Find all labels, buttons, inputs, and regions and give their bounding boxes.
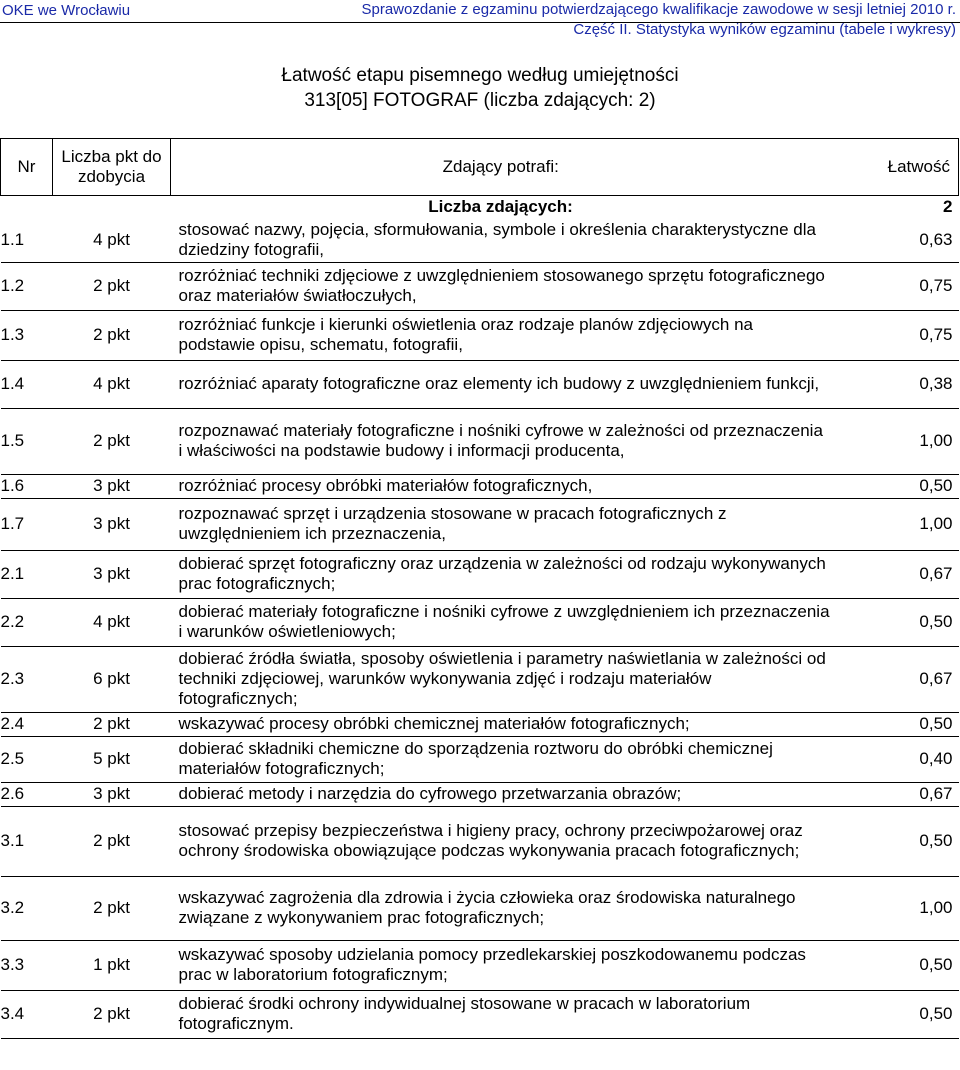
row-points: 5 pkt [93, 749, 130, 768]
table-row [1, 646, 959, 712]
row-points: 2 pkt [93, 431, 130, 450]
row-skill-description: wskazywać sposoby udzielania pomocy przedlekarskiej poszkodowanemu podczas prac w laboratorium fotograficznym; [178, 945, 806, 984]
row-skill-description: wskazywać procesy obróbki chemicznej materiałów fotograficznych; [178, 714, 690, 733]
row-skill-description: rozróżniać aparaty fotograficzne oraz elementy ich budowy z uwzględnieniem funkcji, [178, 374, 820, 393]
row-skill-description: dobierać metody i narzędzia do cyfrowego przetwarzania obrazów; [178, 784, 682, 803]
column-header-ease: Łatwość [831, 139, 959, 196]
row-ease-value: 0,75 [919, 325, 953, 344]
row-points: 2 pkt [93, 898, 130, 917]
row-number: 2.2 [0, 612, 25, 631]
table-row [1, 262, 959, 310]
column-header-nr: Nr [1, 139, 53, 196]
table-row [1, 876, 959, 940]
header-divider [0, 22, 960, 23]
row-ease-value: 0,50 [919, 714, 953, 733]
skills-table [0, 138, 959, 1039]
row-skill-description: rozróżniać techniki zdjęciowe z uwzględnieniem stosowanego sprzętu fotograficznego oraz materiałów światłoczułych, [178, 266, 825, 305]
row-points: 3 pkt [93, 784, 130, 803]
row-ease-value: 0,67 [919, 669, 953, 688]
row-skill-description: dobierać środki ochrony indywidualnej stosowane w pracach w laboratorium fotograficznym. [178, 994, 751, 1033]
row-number: 2.3 [0, 669, 25, 688]
header-report-info [362, 0, 957, 40]
table-row [1, 498, 959, 550]
candidate-count-value: 2 [943, 197, 953, 216]
table-body [1, 196, 959, 1039]
row-number: 3.4 [0, 1004, 25, 1023]
row-points: 2 pkt [93, 325, 130, 344]
table-row [1, 408, 959, 474]
row-skill-description: wskazywać zagrożenia dla zdrowia i życia człowieka oraz środowiska naturalnego związane z wykonywaniem prac fotograficznych; [178, 888, 796, 927]
table-header-row [1, 139, 959, 196]
row-number: 1.6 [0, 476, 25, 495]
row-points: 4 pkt [93, 229, 130, 249]
candidate-count-row [1, 196, 959, 219]
row-points: 2 pkt [93, 831, 130, 850]
row-ease-value: 0,50 [919, 831, 953, 850]
candidate-count-label: Liczba zdających: [428, 197, 573, 216]
row-number: 1.1 [0, 229, 25, 249]
row-number: 1.4 [0, 374, 25, 393]
row-number: 2.6 [0, 784, 25, 803]
row-number: 1.5 [0, 431, 25, 450]
row-points: 3 pkt [93, 564, 130, 583]
row-number: 2.5 [0, 749, 25, 768]
row-skill-description: dobierać materiały fotograficzne i nośniki cyfrowe z uwzględnieniem ich przeznaczenia i warunków oświetleniowych; [178, 602, 830, 641]
row-ease-value: 0,50 [919, 476, 953, 495]
row-points: 2 pkt [93, 1004, 130, 1023]
row-ease-value: 0,50 [919, 1004, 953, 1023]
row-skill-description: rozpoznawać materiały fotograficzne i nośniki cyfrowe w zależności od przeznaczenia i właściwości na podstawie budowy i informacji producenta, [178, 421, 823, 460]
row-points: 3 pkt [93, 514, 130, 533]
table-row [1, 806, 959, 876]
row-ease-value: 0,50 [919, 612, 953, 631]
row-number: 1.2 [0, 276, 25, 295]
row-number: 2.4 [0, 714, 25, 733]
page-subtitle: 313[05] FOTOGRAF (liczba zdających: 2) [304, 90, 656, 111]
row-ease-value: 0,67 [919, 564, 953, 583]
row-ease-value: 1,00 [919, 898, 953, 917]
table-row [1, 990, 959, 1038]
row-ease-value: 0,75 [919, 276, 953, 295]
row-points: 4 pkt [93, 612, 130, 631]
row-points: 4 pkt [93, 374, 130, 393]
row-number: 3.2 [0, 898, 25, 917]
row-skill-description: rozróżniać procesy obróbki materiałów fotograficznych, [178, 476, 593, 495]
table-row [1, 782, 959, 806]
table-row [1, 940, 959, 990]
row-number: 3.1 [0, 831, 25, 850]
row-points: 2 pkt [93, 276, 130, 295]
table-row [1, 736, 959, 782]
row-number: 1.3 [0, 325, 25, 344]
table-row [1, 550, 959, 598]
table-row [1, 218, 959, 262]
table-row [1, 360, 959, 408]
row-ease-value: 0,67 [919, 784, 953, 803]
header-institution: OKE we Wrocławiu [2, 2, 131, 19]
header-report-title: Sprawozdanie z egzaminu potwierdzającego kwalifikacje zawodowe w sesji letniej 2010 r. [361, 1, 956, 18]
row-skill-description: rozpoznawać sprzęt i urządzenia stosowane w pracach fotograficznych z uwzględnieniem ich przeznaczenia, [178, 504, 727, 543]
row-number: 2.1 [0, 564, 25, 583]
row-ease-value: 0,63 [919, 229, 953, 249]
row-ease-value: 0,40 [919, 749, 953, 768]
row-skill-description: dobierać sprzęt fotograficzny oraz urządzenia w zależności od rodzaju wykonywanych prac fotograficznych; [178, 554, 826, 593]
row-points: 6 pkt [93, 669, 130, 688]
row-skill-description: rozróżniać funkcje i kierunki oświetlenia oraz rodzaje planów zdjęciowych na podstawie opisu, schematu, fotografii, [178, 315, 754, 354]
row-number: 3.3 [0, 955, 25, 974]
table-row [1, 474, 959, 498]
row-ease-value: 0,50 [919, 955, 953, 974]
row-skill-description: dobierać źródła światła, sposoby oświetlenia i parametry naświetlania w zależności od techniki zdjęciowej, warunków wykonywania zdjęć i rodzaju materiałów fotograficznych; [178, 649, 826, 708]
row-ease-value: 0,38 [919, 374, 953, 393]
header-report-part: Część II. Statystyka wyników egzaminu (tabele i wykresy) [573, 21, 956, 38]
column-header-points: Liczba pkt do zdobycia [53, 139, 171, 196]
table-row [1, 310, 959, 360]
page-title: Łatwość etapu pisemnego według umiejętności [281, 65, 679, 86]
table-row [1, 598, 959, 646]
column-header-skill: Zdający potrafi: [171, 139, 831, 196]
row-points: 3 pkt [93, 476, 130, 495]
row-number: 1.7 [0, 514, 25, 533]
row-skill-description: stosować przepisy bezpieczeństwa i higieny pracy, ochrony przeciwpożarowej oraz ochrony środowiska obowiązujące podczas wykonywania pracach fotograficznych; [178, 821, 803, 860]
row-ease-value: 1,00 [919, 514, 953, 533]
row-skill-description: stosować nazwy, pojęcia, sformułowania, symbole i określenia charakterystyczne dla dziedziny fotografii, [178, 219, 816, 259]
row-ease-value: 1,00 [919, 431, 953, 450]
row-points: 2 pkt [93, 714, 130, 733]
table-row [1, 712, 959, 736]
row-skill-description: dobierać składniki chemiczne do sporządzenia roztworu do obróbki chemicznej materiałów fotograficznych; [178, 739, 773, 778]
row-points: 1 pkt [93, 955, 130, 974]
